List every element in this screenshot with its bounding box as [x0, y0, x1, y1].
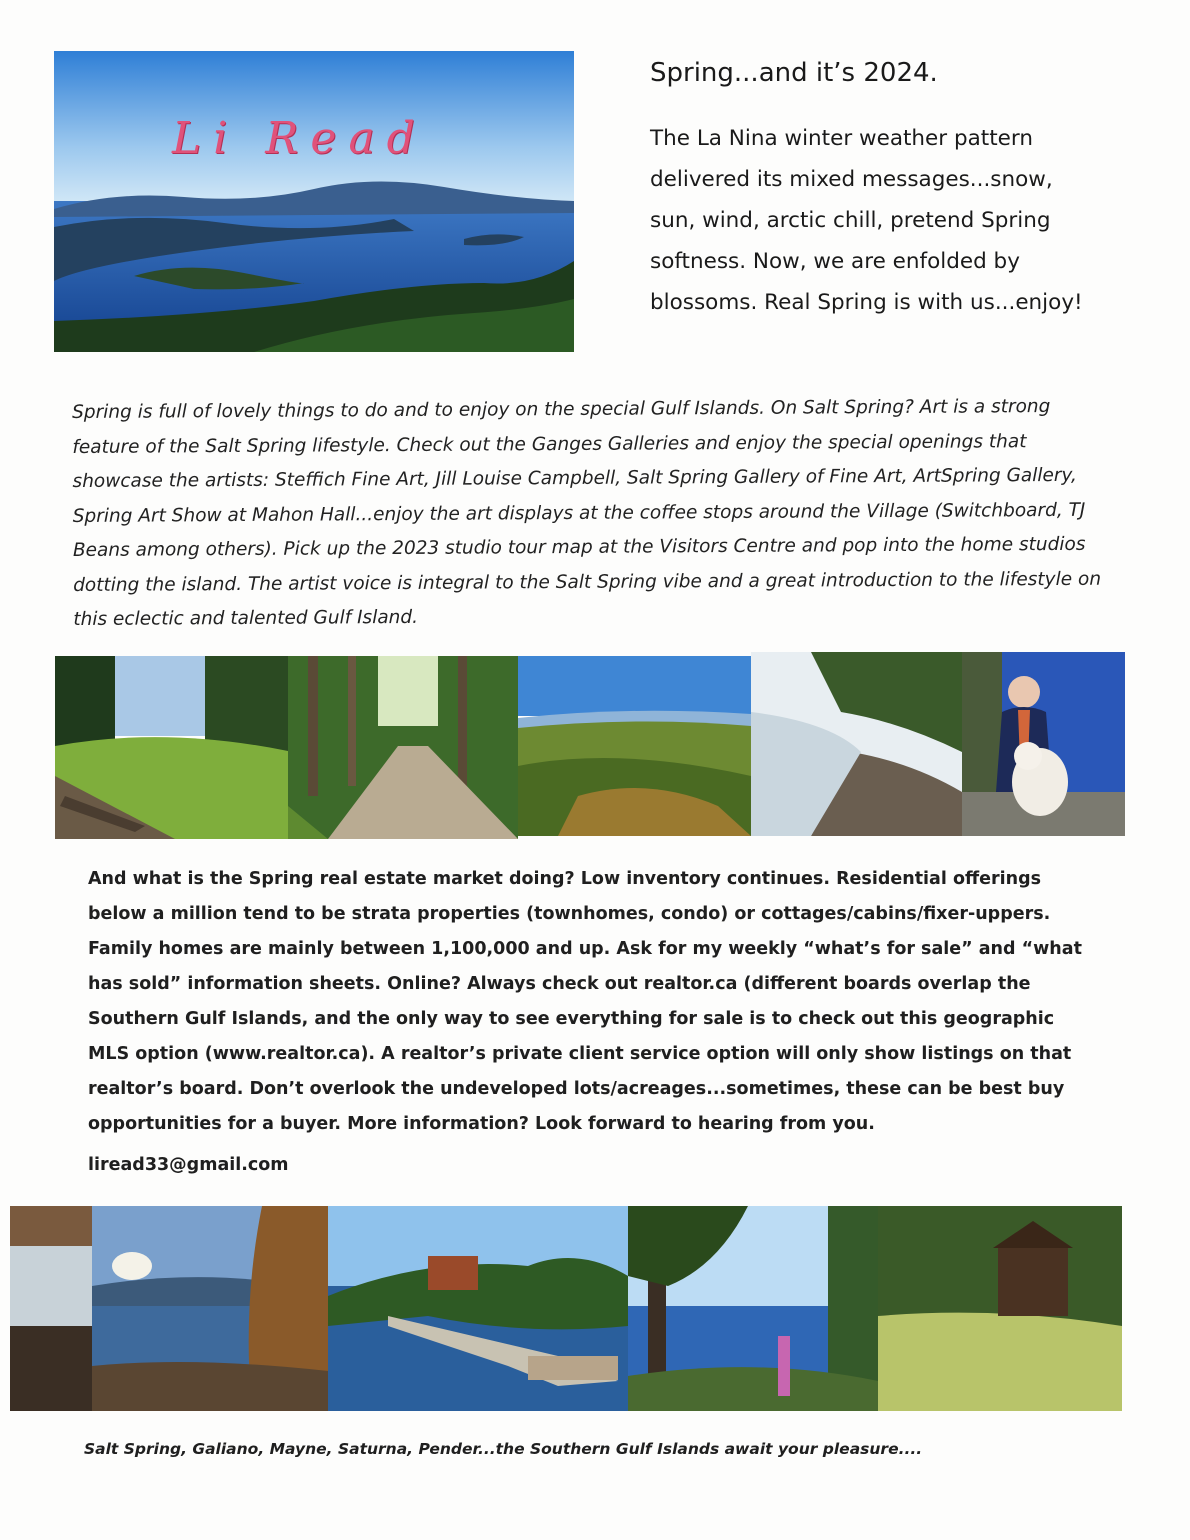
forest-road-photo — [288, 656, 518, 839]
interior-photo — [10, 1206, 92, 1411]
portrait-with-dog-photo — [962, 652, 1125, 836]
intro-paragraph: The La Nina winter weather pattern delivered its mixed messages...snow, sun, wind, arctic chill, pretend Spring softness. Now, we are enfolded by blossoms. Real Spring is with us...enjoy! — [650, 126, 1083, 315]
footer-caption: Salt Spring, Galiano, Mayne, Saturna, Pender...the Southern Gulf Islands await your pleasure.... — [84, 1440, 923, 1458]
water-view-trees-photo — [628, 1206, 878, 1411]
aerial-forest-photo — [518, 656, 751, 836]
email-address[interactable]: liread33@gmail.com — [88, 1155, 289, 1175]
header-landscape-photo — [54, 51, 574, 352]
dock-cabin-photo — [328, 1206, 628, 1411]
sunset-bay-photo — [92, 1206, 328, 1411]
beach-photo — [751, 652, 962, 836]
page-title: Spring...and it’s 2024. — [650, 58, 938, 88]
art-paragraph: Spring is full of lovely things to do and to enjoy on the special Gulf Islands. On Salt Spring? Art is a strong feature of the Salt Spring lifestyle. Check out the Ganges Galleries and enjoy the special openings that showcase the artists: Steffich Fine Art, Jill Louise Campbell, Salt Spring Gallery of Fine Art, ArtSpring Gallery, Spring Art Show at Mahon Hall...enjoy the art displays at the coffee stops around the Village (Switchboard, TJ Beans among others). Pick up the 2023 studio tour map at the Visitors Centre and pop into the home studios dotting the island. The artist voice is integral to the Salt Spring vibe and a great introduction to the lifestyle on this eclectic and talented Gulf Island. — [72, 396, 1102, 630]
market-paragraph: And what is the Spring real estate market doing? Low inventory continues. Residential offerings below a million tend to be strata properties (townhomes, condo) or cottages/cabins/fixer-uppers. Family homes are mainly between 1,100,000 and up. Ask for my weekly “what’s for sale” and “what has sold” information sheets. Online? Always check out realtor.ca (different boards overlap the Southern Gulf Islands, and the only way to see everything for sale is to check out this geographic MLS option (www.realtor.ca). A realtor’s private client service option will only show listings on that realtor’s board. Don’t overlook the undeveloped lots/acreages...sometimes, these can be best buy opportunities for a buyer. More information? Look forward to hearing from you. — [88, 869, 1082, 1134]
barn-meadow-photo — [878, 1206, 1122, 1411]
meadow-photo — [55, 656, 288, 839]
logo-text: Li Read — [172, 113, 427, 164]
